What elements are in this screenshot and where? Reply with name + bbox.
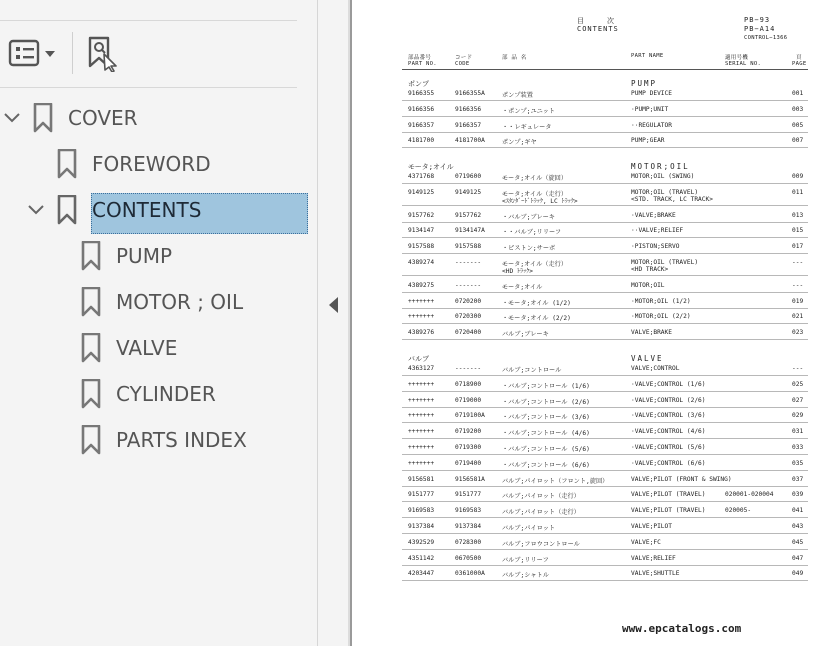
row-en: ·VALVE;CONTROL (2/6) (631, 396, 706, 404)
row-part: 4181700 (408, 137, 435, 145)
section-title-en: PUMP (631, 79, 658, 88)
find-current-bookmark-button[interactable] (86, 36, 120, 72)
row-en: ··VALVE;RELIEF (631, 227, 684, 235)
col-part-no-jp: 部品番号 (408, 55, 432, 61)
row-divider (402, 470, 808, 471)
col-serial-jp: 適用号機 (725, 55, 749, 61)
row-divider (402, 422, 808, 423)
bookmark-cover[interactable] (0, 100, 300, 136)
bookmark-parts-index[interactable] (0, 422, 300, 458)
row-divider (402, 237, 808, 238)
doc-title-en: CONTENTS (577, 25, 619, 33)
row-divider (402, 205, 808, 206)
bookmark-search-icon (86, 36, 120, 72)
row-jp: ・バルブ;コントロール (1/6) (502, 382, 590, 390)
watermark-text: www.epcatalogs.com (622, 622, 742, 635)
row-jp: ・・バルブ;リリーフ (502, 229, 562, 237)
bookmark-icon (81, 287, 101, 317)
row-en: ·PISTON;SERVO (631, 243, 680, 251)
bookmark-foreword[interactable] (0, 146, 300, 182)
row-divider (402, 132, 808, 133)
col-code-jp: コード (455, 55, 473, 61)
row-part: 9151777 (408, 491, 435, 499)
bookmark-label: VALVE (116, 336, 178, 360)
bookmark-icon (57, 149, 77, 179)
row-jp: モータ;オイル（走行） (502, 190, 568, 198)
row-jp2: <HD ﾄﾗｯｸ> (502, 268, 534, 275)
bookmark-valve[interactable] (0, 330, 300, 366)
bookmark-options-button[interactable] (8, 36, 58, 70)
list-options-icon (8, 36, 58, 70)
row-divider (402, 275, 808, 276)
row-divider (402, 222, 808, 223)
row-en: ·VALVE;CONTROL (3/6) (631, 412, 706, 420)
row-page: 045 (792, 538, 804, 546)
row-jp2: <ｽﾀﾝﾀﾞｰﾄﾞﾄﾗｯｸ, LC ﾄﾗｯｸ> (502, 197, 578, 205)
row-page: 017 (792, 243, 804, 251)
row-jp: ・バルブ;コントロール (6/6) (502, 461, 590, 469)
doc-model-1: PB−93 (744, 16, 771, 24)
row-divider (402, 533, 808, 534)
row-jp: ・モータ;オイル (2/2) (502, 315, 571, 323)
row-jp: バルブ;コントロール (502, 367, 562, 374)
row-part: 9166356 (408, 105, 435, 113)
bookmark-label: CYLINDER (116, 382, 216, 406)
row-divider (402, 517, 808, 518)
row-jp: モータ;オイル（旋回） (502, 175, 568, 182)
row-page: --- (792, 259, 804, 266)
row-en: ·VALVE;BRAKE (631, 211, 676, 219)
col-code-en: CODE (455, 61, 470, 67)
row-code: ------- (455, 365, 482, 372)
row-divider (402, 323, 808, 324)
panel-top-divider (0, 20, 297, 21)
row-jp: ・バルブ;ブレーキ (502, 213, 555, 221)
row-page: 001 (792, 90, 804, 97)
col-page-en: PAGE (792, 61, 807, 67)
row-en: ··REGULATOR (631, 121, 672, 129)
bookmark-label: CONTENTS (92, 198, 202, 222)
section-title-jp: バルブ (408, 355, 429, 363)
row-divider (402, 375, 808, 376)
row-serial: 020005- (725, 507, 752, 515)
chevron-down-icon[interactable] (27, 201, 45, 219)
row-part: 9166355 (408, 90, 435, 97)
row-code: 9166355A (455, 90, 485, 97)
row-code: 9157588 (455, 243, 482, 251)
row-page: 019 (792, 297, 804, 305)
row-part: 4203447 (408, 570, 435, 578)
bookmark-icon (57, 195, 77, 225)
row-part: 9157762 (408, 211, 435, 219)
row-en: ·MOTOR;OIL (2/2) (631, 313, 691, 321)
row-jp: モータ;オイル (502, 283, 543, 291)
bookmark-contents[interactable] (0, 192, 310, 228)
row-page: 025 (792, 380, 804, 388)
row-page: 049 (792, 570, 804, 578)
collapse-panel-icon[interactable] (327, 295, 339, 315)
row-en: MOTOR;OIL (SWING) (631, 173, 695, 180)
bookmark-icon (33, 103, 53, 133)
row-en: VALVE;BRAKE (631, 329, 672, 337)
row-code: 9156581A (455, 475, 485, 483)
col-part-name-en: PART NAME (631, 53, 664, 59)
bookmark-label: MOTOR ; OIL (116, 290, 244, 314)
row-page: 009 (792, 173, 804, 180)
row-code: 0361000A (455, 570, 485, 578)
row-en: MOTOR;OIL (TRAVEL) (631, 188, 699, 196)
row-page: 037 (792, 475, 804, 483)
row-code: 9169583 (455, 507, 482, 515)
row-page: --- (792, 365, 804, 372)
row-code: 0728300 (455, 538, 482, 546)
row-code: 9166357 (455, 121, 482, 129)
row-part: +++++++ (408, 444, 435, 451)
bookmark-icon (81, 333, 101, 363)
row-divider (402, 501, 808, 502)
row-part: 9169583 (408, 507, 435, 515)
doc-model-2: PB−A14 (744, 25, 776, 33)
row-en: ·MOTOR;OIL (1/2) (631, 297, 691, 305)
row-en: ·VALVE;CONTROL (5/6) (631, 444, 706, 451)
row-divider (402, 116, 808, 117)
row-en: ·VALVE;CONTROL (6/6) (631, 459, 706, 467)
col-page-jp: 頁 (796, 55, 802, 61)
row-en: VALVE;PILOT (631, 523, 672, 530)
row-serial: 020001-020004 (725, 491, 774, 499)
row-jp: ポンプ;ギヤ (502, 139, 537, 147)
row-page: 015 (792, 227, 804, 235)
row-jp: ・・レギュレータ (502, 123, 552, 131)
bookmark-label: COVER (68, 106, 138, 130)
row-en: VALVE;PILOT (FRONT & SWING) (631, 475, 732, 483)
row-divider (402, 183, 808, 184)
row-part: 4371768 (408, 173, 435, 180)
row-page: 031 (792, 428, 804, 436)
row-code: 9137384 (455, 523, 482, 530)
row-code: 0719400 (455, 459, 482, 467)
row-code: ------- (455, 281, 482, 289)
section-title-jp: ポンプ (408, 80, 429, 88)
row-code: 0720200 (455, 297, 482, 305)
doc-title-jp: 目 次 (577, 17, 615, 25)
row-code: 9149125 (455, 188, 482, 196)
row-page: 029 (792, 412, 804, 420)
document-view[interactable] (348, 0, 833, 646)
col-name-jp: 部 品 名 (502, 55, 527, 61)
row-divider (402, 292, 808, 293)
bookmark-label: FOREWORD (92, 152, 211, 176)
row-jp: モータ;オイル（走行） (502, 261, 568, 268)
chevron-down-icon[interactable] (3, 109, 21, 127)
bookmark-pump[interactable] (0, 238, 300, 274)
row-en: VALVE;RELIEF (631, 554, 676, 562)
bookmark-cylinder[interactable] (0, 376, 300, 412)
bookmark-icon (81, 379, 101, 409)
row-code: 0670500 (455, 554, 482, 562)
row-page: 021 (792, 313, 804, 321)
row-en: PUMP DEVICE (631, 90, 672, 97)
row-jp: ・ピストン;サーボ (502, 245, 556, 253)
row-code: 0720300 (455, 313, 482, 321)
section-title-en: VALVE (631, 354, 664, 363)
row-page: 023 (792, 329, 804, 337)
panel-splitter[interactable] (318, 0, 348, 646)
row-code: 0719300 (455, 444, 482, 451)
row-jp: バルブ;フロウコントロール (502, 540, 580, 548)
row-jp: バルブ;パイロット（走行） (502, 493, 580, 501)
row-page: 041 (792, 507, 804, 515)
row-jp: ・バルブ;コントロール (3/6) (502, 414, 590, 422)
header-rule (402, 69, 808, 70)
row-jp: ・バルブ;コントロール (2/6) (502, 398, 590, 406)
row-page: 035 (792, 459, 804, 467)
toolbar-separator (72, 32, 73, 74)
row-divider (402, 407, 808, 408)
row-en: MOTOR;OIL (TRAVEL) (631, 259, 699, 266)
row-code: 9166356 (455, 105, 482, 113)
doc-control-no: CONTROL−1366 (744, 35, 788, 41)
row-jp: バルブ;ブレーキ (502, 331, 549, 339)
row-divider (402, 438, 808, 439)
row-page: 027 (792, 396, 804, 404)
row-page: 013 (792, 211, 804, 219)
row-code: ------- (455, 259, 482, 266)
row-en: ·PUMP;UNIT (631, 105, 669, 113)
row-jp: バルブ;シャトル (502, 572, 549, 580)
row-code: 9157762 (455, 211, 482, 219)
row-en: VALVE;CONTROL (631, 365, 680, 372)
row-part: 4351142 (408, 554, 435, 562)
row-part: +++++++ (408, 428, 435, 436)
col-part-no-en: PART NO. (408, 61, 437, 67)
row-page: 039 (792, 491, 804, 499)
row-page: 047 (792, 554, 804, 562)
row-page: --- (792, 281, 804, 289)
row-part: +++++++ (408, 412, 435, 420)
row-part: 4392529 (408, 538, 435, 546)
row-part: 9156581 (408, 475, 435, 483)
row-part: +++++++ (408, 313, 435, 321)
row-page: 007 (792, 137, 804, 145)
row-code: 0719600 (455, 173, 482, 180)
row-divider (402, 454, 808, 455)
row-en: VALVE;PILOT (TRAVEL) (631, 507, 706, 515)
row-page: 033 (792, 444, 804, 451)
row-en2: <STD. TRACK, LC TRACK> (631, 195, 713, 203)
row-part: 9137384 (408, 523, 435, 530)
row-jp: ・モータ;オイル (1/2) (502, 299, 571, 307)
row-divider (402, 565, 808, 566)
row-part: +++++++ (408, 297, 435, 305)
row-divider (402, 339, 808, 340)
bookmark-label: PARTS INDEX (116, 428, 247, 452)
row-divider (402, 580, 808, 581)
bookmark-label: PUMP (116, 244, 173, 268)
row-part: 9134147 (408, 227, 435, 235)
row-part: +++++++ (408, 396, 435, 404)
row-part: +++++++ (408, 380, 435, 388)
row-jp: ・ポンプ;ユニット (502, 107, 555, 115)
row-divider (402, 253, 808, 254)
row-divider (402, 308, 808, 309)
bookmarks-panel (0, 0, 318, 646)
row-en: PUMP;GEAR (631, 137, 665, 145)
row-page: 003 (792, 105, 804, 113)
section-title-jp: モータ;オイル (408, 163, 454, 171)
row-part: 4363127 (408, 365, 435, 372)
row-part: 4389274 (408, 259, 435, 266)
row-code: 0719200 (455, 428, 482, 436)
row-divider (402, 391, 808, 392)
row-jp: ・バルブ;コントロール (5/6) (502, 446, 590, 453)
bookmark-icon (81, 241, 101, 271)
row-en: VALVE;FC (631, 538, 661, 546)
row-jp: バルブ;パイロット（フロント,旋回） (502, 477, 609, 485)
row-en: ·VALVE;CONTROL (4/6) (631, 428, 706, 436)
row-code: 4181700A (455, 137, 485, 145)
col-serial-en: SERIAL NO. (725, 61, 762, 67)
row-en: ·VALVE;CONTROL (1/6) (631, 380, 706, 388)
row-part: 9166357 (408, 121, 435, 129)
row-code: 9134147A (455, 227, 485, 235)
row-divider (402, 147, 808, 148)
row-en2: <HD TRACK> (631, 266, 669, 273)
row-en: MOTOR;OIL (631, 281, 665, 289)
row-part: +++++++ (408, 459, 435, 467)
row-jp: バルブ;パイロット (502, 525, 556, 532)
row-part: 4389275 (408, 281, 435, 289)
row-part: 9149125 (408, 188, 435, 196)
toolbar-divider (0, 87, 297, 88)
row-code: 0719100A (455, 412, 485, 420)
row-part: 4389276 (408, 329, 435, 337)
row-code: 9151777 (455, 491, 482, 499)
row-code: 0720400 (455, 329, 482, 337)
row-page: 043 (792, 523, 804, 530)
bookmark-motor-oil[interactable] (0, 284, 300, 320)
row-divider (402, 486, 808, 487)
row-divider (402, 549, 808, 550)
row-code: 0719000 (455, 396, 482, 404)
row-page: 011 (792, 188, 804, 196)
document-page (350, 0, 833, 646)
section-title-en: MOTOR;OIL (631, 162, 690, 171)
row-code: 0718900 (455, 380, 482, 388)
row-part: 9157588 (408, 243, 435, 251)
row-jp: ・バルブ;コントロール (4/6) (502, 430, 590, 438)
row-jp: バルブ;パイロット（走行） (502, 509, 580, 517)
row-jp: ポンプ装置 (502, 92, 533, 99)
row-en: VALVE;SHUTTLE (631, 570, 680, 578)
row-page: 005 (792, 121, 804, 129)
row-en: VALVE;PILOT (TRAVEL) (631, 491, 706, 499)
bookmark-icon (81, 425, 101, 455)
row-jp: バルブ;リリーフ (502, 556, 549, 564)
row-divider (402, 100, 808, 101)
